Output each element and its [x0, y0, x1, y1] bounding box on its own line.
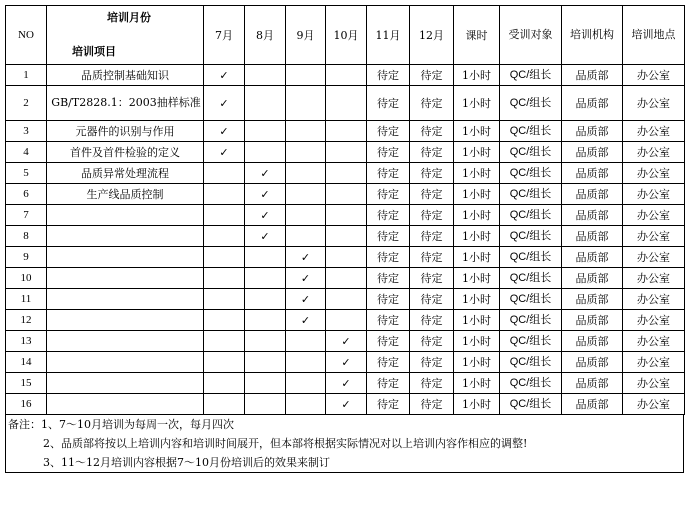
hours-cell: 1小时: [454, 163, 500, 184]
hours-cell: 1小时: [454, 121, 500, 142]
org-cell: 品质部: [562, 226, 623, 247]
month-cell-11: 待定: [367, 226, 410, 247]
month-cell-11: 待定: [367, 205, 410, 226]
training-item: 生产线品质控制: [47, 184, 204, 205]
month-cell-11: 待定: [367, 268, 410, 289]
month-cell-11: 待定: [367, 373, 410, 394]
trainee-cell: QC/组长: [500, 86, 562, 121]
month-cell-8: [245, 289, 286, 310]
trainee-cell: QC/组长: [500, 247, 562, 268]
no-header: NO: [6, 6, 47, 65]
month-cell-7: [204, 268, 245, 289]
place-cell: 办公室: [623, 142, 685, 163]
month-cell-12: 待定: [410, 268, 454, 289]
org-cell: 品质部: [562, 289, 623, 310]
remark-line-2: 2、品质部将按以上培训内容和培训时间展开，但本部将根据实际情况对以上培训内容作相应的调整!: [43, 437, 528, 450]
month-cell-11: 待定: [367, 289, 410, 310]
month-cell-9: [286, 163, 326, 184]
row-number: 2: [6, 86, 47, 121]
check-mark-icon: ✓: [245, 163, 286, 184]
month-cell-7: [204, 247, 245, 268]
trainee-cell: QC/组长: [500, 310, 562, 331]
month-cell-7: [204, 184, 245, 205]
place-cell: 办公室: [623, 289, 685, 310]
month-cell-12: 待定: [410, 163, 454, 184]
table-row: [6, 310, 685, 331]
month-cell-11: 待定: [367, 65, 410, 86]
training-item: 首件及首件检验的定义: [47, 142, 204, 163]
place-cell: 办公室: [623, 352, 685, 373]
check-mark-icon: ✓: [326, 373, 367, 394]
month-cell-8: [245, 65, 286, 86]
training-item: [47, 205, 204, 226]
row-number: 11: [6, 289, 47, 310]
month-cell-10: [326, 163, 367, 184]
month-cell-9: [286, 226, 326, 247]
hours-cell: 1小时: [454, 394, 500, 415]
table-row: [6, 184, 685, 205]
month-cell-11: 待定: [367, 86, 410, 121]
check-mark-icon: ✓: [204, 121, 245, 142]
table-row: [6, 289, 685, 310]
month-header-11: 11月: [367, 6, 410, 65]
month-cell-8: [245, 86, 286, 121]
training-item: [47, 331, 204, 352]
table-row: [6, 86, 685, 121]
check-mark-icon: ✓: [204, 86, 245, 121]
place-cell: 办公室: [623, 163, 685, 184]
month-cell-7: [204, 331, 245, 352]
table-row: [6, 163, 685, 184]
place-cell: 办公室: [623, 331, 685, 352]
row-number: 7: [6, 205, 47, 226]
trainee-cell: QC/组长: [500, 394, 562, 415]
org-cell: 品质部: [562, 247, 623, 268]
month-header-12: 12月: [410, 6, 454, 65]
place-cell: 办公室: [623, 65, 685, 86]
hours-cell: 1小时: [454, 205, 500, 226]
place-cell: 办公室: [623, 184, 685, 205]
org-cell: 品质部: [562, 352, 623, 373]
month-cell-12: 待定: [410, 352, 454, 373]
hours-cell: 1小时: [454, 310, 500, 331]
trainee-cell: QC/组长: [500, 142, 562, 163]
trainee-cell: QC/组长: [500, 373, 562, 394]
remark-line-3: 3、11～12月培训内容根据7～10月份培训后的效果来制订: [43, 456, 330, 469]
remarks-box: [5, 415, 684, 473]
month-cell-12: 待定: [410, 65, 454, 86]
row-number: 4: [6, 142, 47, 163]
row-number: 3: [6, 121, 47, 142]
month-cell-12: 待定: [410, 86, 454, 121]
check-mark-icon: ✓: [204, 65, 245, 86]
month-cell-9: [286, 121, 326, 142]
month-cell-8: [245, 394, 286, 415]
month-cell-12: 待定: [410, 205, 454, 226]
month-cell-7: [204, 394, 245, 415]
place-cell: 办公室: [623, 268, 685, 289]
month-cell-9: [286, 86, 326, 121]
month-cell-12: 待定: [410, 142, 454, 163]
training-plan-table: [5, 5, 685, 415]
hours-cell: 1小时: [454, 142, 500, 163]
month-cell-9: [286, 65, 326, 86]
row-number: 9: [6, 247, 47, 268]
training-item: [47, 247, 204, 268]
month-cell-12: 待定: [410, 394, 454, 415]
place-cell: 办公室: [623, 247, 685, 268]
training-item: 元器件的识别与作用: [47, 121, 204, 142]
org-cell: 品质部: [562, 310, 623, 331]
item-header-label: 培训项目: [72, 45, 116, 58]
check-mark-icon: ✓: [245, 226, 286, 247]
row-number: 14: [6, 352, 47, 373]
table-row: [6, 373, 685, 394]
month-cell-9: [286, 205, 326, 226]
row-number: 5: [6, 163, 47, 184]
trainee-cell: QC/组长: [500, 331, 562, 352]
month-cell-11: 待定: [367, 121, 410, 142]
hours-cell: 1小时: [454, 289, 500, 310]
training-item: [47, 268, 204, 289]
row-number: 15: [6, 373, 47, 394]
month-cell-10: [326, 310, 367, 331]
month-cell-11: 待定: [367, 247, 410, 268]
hours-cell: 1小时: [454, 352, 500, 373]
month-header-10: 10月: [326, 6, 367, 65]
month-cell-10: [326, 142, 367, 163]
training-plan-sheet: [5, 5, 685, 473]
table-row: [6, 352, 685, 373]
check-mark-icon: ✓: [286, 289, 326, 310]
month-cell-7: [204, 205, 245, 226]
month-cell-9: [286, 331, 326, 352]
org-cell: 品质部: [562, 205, 623, 226]
month-cell-8: [245, 331, 286, 352]
row-number: 12: [6, 310, 47, 331]
check-mark-icon: ✓: [326, 394, 367, 415]
month-header-8: 8月: [245, 6, 286, 65]
month-cell-11: 待定: [367, 184, 410, 205]
check-mark-icon: ✓: [286, 247, 326, 268]
check-mark-icon: ✓: [326, 331, 367, 352]
row-number: 6: [6, 184, 47, 205]
training-item: [47, 310, 204, 331]
hours-cell: 1小时: [454, 247, 500, 268]
table-row: [6, 142, 685, 163]
hours-header: 课时: [454, 6, 500, 65]
month-cell-10: [326, 205, 367, 226]
month-cell-8: [245, 352, 286, 373]
trainee-header: 受训对象: [500, 6, 562, 65]
trainee-cell: QC/组长: [500, 289, 562, 310]
remark-line-1: 备注：1、7～10月培训为每周一次，每月四次: [8, 418, 234, 431]
month-header-label: 培训月份: [107, 11, 151, 24]
place-cell: 办公室: [623, 205, 685, 226]
month-cell-10: [326, 121, 367, 142]
place-header: 培训地点: [623, 6, 685, 65]
month-cell-12: 待定: [410, 310, 454, 331]
org-cell: 品质部: [562, 184, 623, 205]
row-number: 10: [6, 268, 47, 289]
row-number: 1: [6, 65, 47, 86]
trainee-cell: QC/组长: [500, 352, 562, 373]
check-mark-icon: ✓: [326, 352, 367, 373]
month-cell-11: 待定: [367, 163, 410, 184]
month-cell-8: [245, 310, 286, 331]
place-cell: 办公室: [623, 86, 685, 121]
table-row: [6, 331, 685, 352]
org-cell: 品质部: [562, 373, 623, 394]
check-mark-icon: ✓: [286, 310, 326, 331]
hours-cell: 1小时: [454, 373, 500, 394]
month-cell-11: 待定: [367, 352, 410, 373]
hours-cell: 1小时: [454, 331, 500, 352]
header-row: [6, 6, 685, 65]
month-cell-9: [286, 142, 326, 163]
month-cell-10: [326, 86, 367, 121]
month-header-7: 7月: [204, 6, 245, 65]
org-cell: 品质部: [562, 142, 623, 163]
org-cell: 品质部: [562, 268, 623, 289]
month-cell-8: [245, 142, 286, 163]
org-cell: 品质部: [562, 121, 623, 142]
month-cell-11: 待定: [367, 142, 410, 163]
table-row: [6, 247, 685, 268]
month-cell-7: [204, 226, 245, 247]
training-item: [47, 226, 204, 247]
trainee-cell: QC/组长: [500, 163, 562, 184]
month-cell-9: [286, 373, 326, 394]
month-cell-8: [245, 268, 286, 289]
month-cell-9: [286, 184, 326, 205]
trainee-cell: QC/组长: [500, 121, 562, 142]
training-item: [47, 352, 204, 373]
trainee-cell: QC/组长: [500, 226, 562, 247]
month-cell-11: 待定: [367, 394, 410, 415]
table-row: [6, 205, 685, 226]
place-cell: 办公室: [623, 121, 685, 142]
trainee-cell: QC/组长: [500, 65, 562, 86]
org-cell: 品质部: [562, 394, 623, 415]
month-cell-12: 待定: [410, 226, 454, 247]
month-cell-10: [326, 65, 367, 86]
table-row: [6, 394, 685, 415]
month-cell-12: 待定: [410, 331, 454, 352]
training-item: 品质异常处理流程: [47, 163, 204, 184]
training-item: [47, 394, 204, 415]
row-number: 16: [6, 394, 47, 415]
month-cell-7: [204, 310, 245, 331]
month-cell-7: [204, 352, 245, 373]
training-item: GB/T2828.1：2003抽样标准: [47, 86, 204, 121]
row-number: 13: [6, 331, 47, 352]
month-cell-10: [326, 247, 367, 268]
month-cell-10: [326, 268, 367, 289]
month-cell-8: [245, 373, 286, 394]
month-cell-12: 待定: [410, 121, 454, 142]
month-cell-12: 待定: [410, 373, 454, 394]
month-cell-12: 待定: [410, 289, 454, 310]
check-mark-icon: ✓: [245, 205, 286, 226]
check-mark-icon: ✓: [204, 142, 245, 163]
org-header: 培训机构: [562, 6, 623, 65]
month-header-9: 9月: [286, 6, 326, 65]
month-item-header: [47, 6, 204, 65]
month-cell-12: 待定: [410, 247, 454, 268]
place-cell: 办公室: [623, 310, 685, 331]
row-number: 8: [6, 226, 47, 247]
place-cell: 办公室: [623, 226, 685, 247]
training-item: 品质控制基础知识: [47, 65, 204, 86]
hours-cell: 1小时: [454, 65, 500, 86]
month-cell-11: 待定: [367, 310, 410, 331]
table-row: [6, 268, 685, 289]
month-cell-10: [326, 226, 367, 247]
table-row: [6, 226, 685, 247]
month-cell-10: [326, 184, 367, 205]
hours-cell: 1小时: [454, 226, 500, 247]
hours-cell: 1小时: [454, 86, 500, 121]
hours-cell: 1小时: [454, 268, 500, 289]
training-item: [47, 373, 204, 394]
check-mark-icon: ✓: [245, 184, 286, 205]
month-cell-7: [204, 163, 245, 184]
table-row: [6, 121, 685, 142]
month-cell-11: 待定: [367, 331, 410, 352]
month-cell-7: [204, 289, 245, 310]
org-cell: 品质部: [562, 331, 623, 352]
trainee-cell: QC/组长: [500, 184, 562, 205]
trainee-cell: QC/组长: [500, 268, 562, 289]
table-row: [6, 65, 685, 86]
org-cell: 品质部: [562, 65, 623, 86]
hours-cell: 1小时: [454, 184, 500, 205]
month-cell-10: [326, 289, 367, 310]
month-cell-9: [286, 352, 326, 373]
trainee-cell: QC/组长: [500, 205, 562, 226]
check-mark-icon: ✓: [286, 268, 326, 289]
org-cell: 品质部: [562, 163, 623, 184]
org-cell: 品质部: [562, 86, 623, 121]
month-cell-8: [245, 247, 286, 268]
month-cell-8: [245, 121, 286, 142]
month-cell-12: 待定: [410, 184, 454, 205]
place-cell: 办公室: [623, 373, 685, 394]
place-cell: 办公室: [623, 394, 685, 415]
month-cell-7: [204, 373, 245, 394]
training-item: [47, 289, 204, 310]
month-cell-9: [286, 394, 326, 415]
